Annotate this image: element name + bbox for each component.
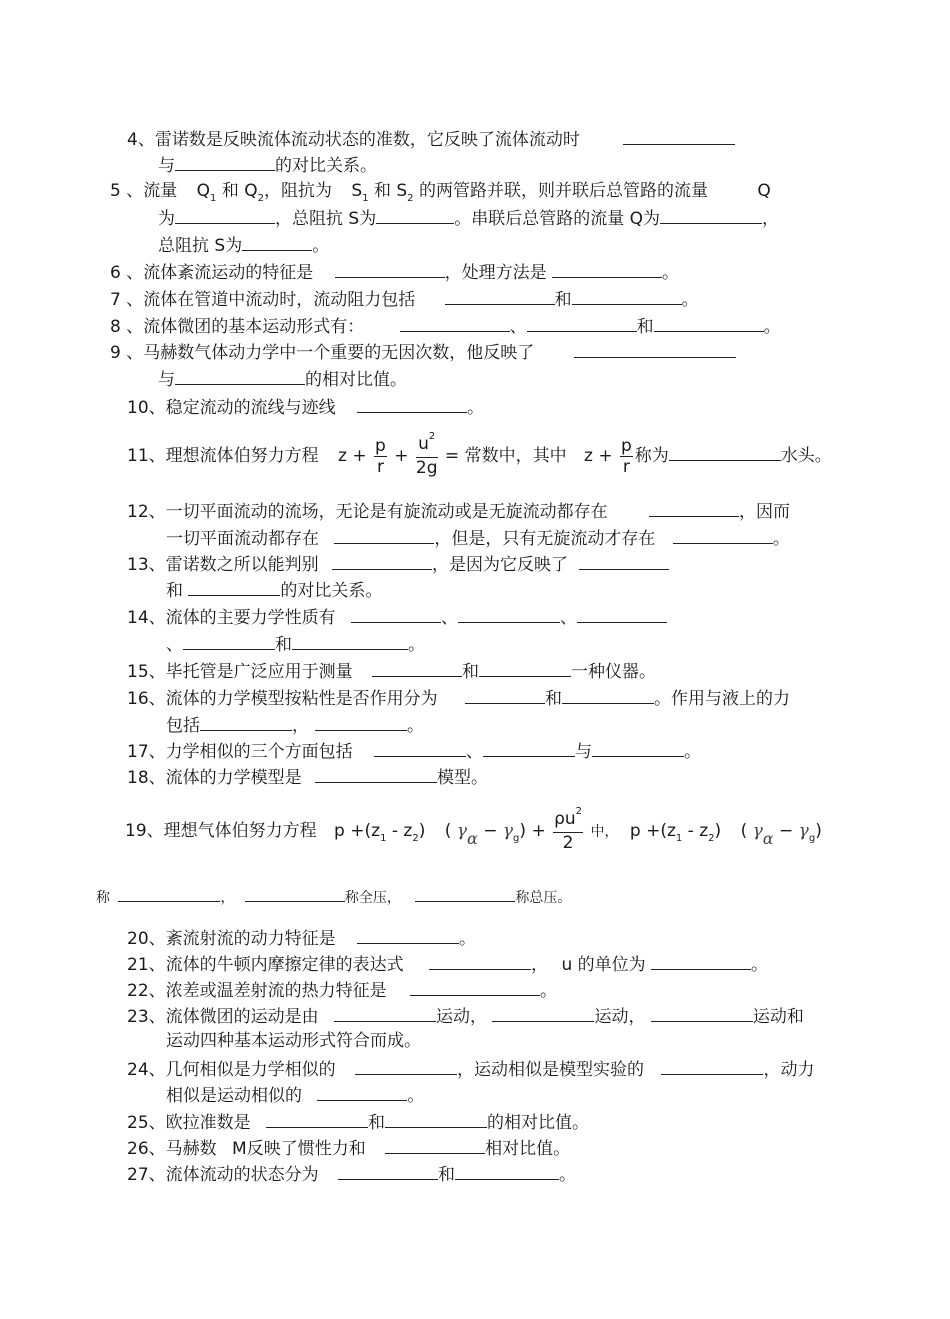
- answer-blank[interactable]: [465, 686, 545, 704]
- answer-blank[interactable]: [315, 713, 407, 731]
- answer-blank[interactable]: [574, 340, 736, 358]
- question-25: 25、欧拉准数是 和 的相对比值。: [127, 1110, 589, 1134]
- answer-blank[interactable]: [245, 884, 345, 902]
- fraction-u2-over-2g: $\frac{u^2}{2g}$: [415, 431, 438, 478]
- question-9: 9 、马赫数气体动力学中一个重要的无因次数，他反映了: [110, 340, 736, 364]
- question-18: 18、流体的力学模型是 模型。: [127, 765, 488, 789]
- fraction-rho-u2-over-2: $\frac{\rho u^2}{2}$: [554, 806, 583, 853]
- answer-blank[interactable]: [660, 206, 762, 224]
- answer-blank[interactable]: [410, 978, 540, 996]
- answer-blank[interactable]: [552, 260, 662, 278]
- answer-blank[interactable]: [188, 578, 280, 596]
- answer-blank[interactable]: [458, 605, 560, 623]
- answer-blank[interactable]: [175, 206, 275, 224]
- question-10: 10、稳定流动的流线与迹线 。: [127, 395, 484, 419]
- question-19-cont: 称 ， 称全压， 称总压。: [96, 884, 571, 909]
- question-23-cont: 运动四种基本运动形式符合而成。: [166, 1031, 421, 1051]
- question-21: 21、流体的牛顿内摩擦定律的表达式 ， u 的单位为 。: [127, 952, 768, 976]
- answer-blank[interactable]: [385, 1136, 485, 1154]
- answer-blank[interactable]: [242, 233, 312, 251]
- answer-blank[interactable]: [118, 884, 220, 902]
- answer-blank[interactable]: [200, 713, 292, 731]
- question-14-cont: 、 和 。: [166, 632, 425, 656]
- question-5-cont: 为 ，总阻抗 S为 。串联后总管路的流量 Q为 ，: [158, 206, 779, 230]
- answer-blank[interactable]: [357, 926, 459, 944]
- question-7: 7 、流体在管道中流动时，流动阻力包括 和 。: [110, 287, 699, 311]
- question-14: 14、流体的主要力学性质有 、 、: [127, 605, 667, 629]
- question-12-cont: 一切平面流动都存在 ，但是，只有无旋流动才存在 。: [166, 526, 790, 550]
- answer-blank[interactable]: [651, 1004, 753, 1022]
- answer-blank[interactable]: [479, 659, 571, 677]
- question-12: 12、一切平面流动的流场，无论是有旋流动或是无旋流动都存在 ，因而: [127, 499, 790, 523]
- answer-blank[interactable]: [572, 287, 682, 305]
- answer-blank[interactable]: [385, 1110, 487, 1128]
- question-9-cont: 与 的相对比值。: [158, 367, 407, 391]
- question-17: 17、力学相似的三个方面包括 、 与 。: [127, 739, 701, 763]
- question-26: 26、马赫数 M反映了惯性力和 相对比值。: [127, 1136, 570, 1160]
- question-5-cont2: 总阻抗 S为 。: [158, 233, 329, 257]
- question-24: 24、几何相似是力学相似的 ，运动相似是模型实验的 ，动力: [127, 1057, 814, 1081]
- answer-blank[interactable]: [315, 765, 437, 783]
- answer-blank[interactable]: [317, 1083, 407, 1101]
- question-16-cont: 包括 ， 。: [166, 713, 424, 737]
- question-16: 16、流体的力学模型按粘性是否作用分为 和 。作用与液上的力: [127, 686, 790, 710]
- question-23: 23、流体微团的运动是由 运动， 运动， 运动和: [127, 1004, 804, 1028]
- answer-blank[interactable]: [175, 367, 305, 385]
- question-27: 27、流体流动的状态分为 和 。: [127, 1162, 576, 1186]
- answer-blank[interactable]: [483, 739, 575, 757]
- answer-blank[interactable]: [332, 552, 432, 570]
- answer-blank[interactable]: [669, 443, 781, 461]
- answer-blank[interactable]: [292, 632, 408, 650]
- answer-blank[interactable]: [673, 526, 773, 544]
- question-6: 6 、流体紊流运动的特征是 ，处理方法是 。: [110, 260, 679, 284]
- question-20: 20、紊流射流的动力特征是 。: [127, 926, 476, 950]
- question-11: 11、理想流体伯努力方程 z + $\frac{p}{r}$ + $\frac{u^2}{2g}$ = 常数中，其中 z + $\frac{p}{r}$ 称为 水头。: [127, 431, 832, 478]
- answer-blank[interactable]: [175, 153, 275, 171]
- answer-blank[interactable]: [654, 314, 764, 332]
- question-4: 4、雷诺数是反映流体流动状态的准数，它反映了流体流动时: [127, 127, 735, 151]
- question-8: 8 、流体微团的基本运动形式有： 、 和 。: [110, 314, 781, 338]
- question-19: 19、理想气体伯努力方程 $p +(z_1 - z_2)$ ( $\gamma\alpha - \gamma_g$) + $\frac{\rho u^2}{2}$ 中， $p +(z_1 - z_2)$ ( $\gamma\alpha - \gamma_g$): [125, 806, 822, 853]
- question-5: 5 、流量 $Q_1$ 和 $Q_2$，阻抗为 $S_1$ 和 $S_2$ 的两管路并联，则并联后总管路的流量 Q: [110, 181, 771, 204]
- answer-blank[interactable]: [183, 632, 275, 650]
- answer-blank[interactable]: [649, 499, 739, 517]
- answer-blank[interactable]: [355, 1057, 457, 1075]
- answer-blank[interactable]: [357, 395, 467, 413]
- answer-blank[interactable]: [372, 659, 462, 677]
- answer-blank[interactable]: [376, 206, 454, 224]
- answer-blank[interactable]: [266, 1110, 368, 1128]
- answer-blank[interactable]: [579, 552, 669, 570]
- answer-blank[interactable]: [623, 127, 735, 145]
- answer-blank[interactable]: [415, 884, 515, 902]
- question-22: 22、浓差或温差射流的热力特征是 。: [127, 978, 557, 1002]
- question-4-cont: 与 的对比关系。: [158, 153, 377, 177]
- answer-blank[interactable]: [577, 605, 667, 623]
- answer-blank[interactable]: [592, 739, 684, 757]
- answer-blank[interactable]: [334, 1004, 436, 1022]
- question-13-cont: 和 的对比关系。: [166, 578, 382, 602]
- fraction-p-over-r: $\frac{p}{r}$: [375, 435, 386, 477]
- question-13: 13、雷诺数之所以能判别 ，是因为它反映了: [127, 552, 669, 576]
- answer-blank[interactable]: [429, 952, 531, 970]
- answer-blank[interactable]: [651, 952, 751, 970]
- answer-blank[interactable]: [374, 739, 466, 757]
- answer-blank[interactable]: [562, 686, 654, 704]
- question-24-cont: 相似是运动相似的 。: [166, 1083, 424, 1107]
- answer-blank[interactable]: [492, 1004, 594, 1022]
- answer-blank[interactable]: [661, 1057, 763, 1075]
- answer-blank[interactable]: [335, 260, 445, 278]
- answer-blank[interactable]: [334, 526, 434, 544]
- answer-blank[interactable]: [445, 287, 555, 305]
- question-15: 15、毕托管是广泛应用于测量 和 一种仪器。: [127, 659, 656, 683]
- answer-blank[interactable]: [338, 1162, 438, 1180]
- fraction-p-over-r: $\frac{p}{r}$: [620, 435, 632, 477]
- answer-blank[interactable]: [400, 314, 510, 332]
- answer-blank[interactable]: [527, 314, 637, 332]
- answer-blank[interactable]: [351, 605, 441, 623]
- answer-blank[interactable]: [455, 1162, 559, 1180]
